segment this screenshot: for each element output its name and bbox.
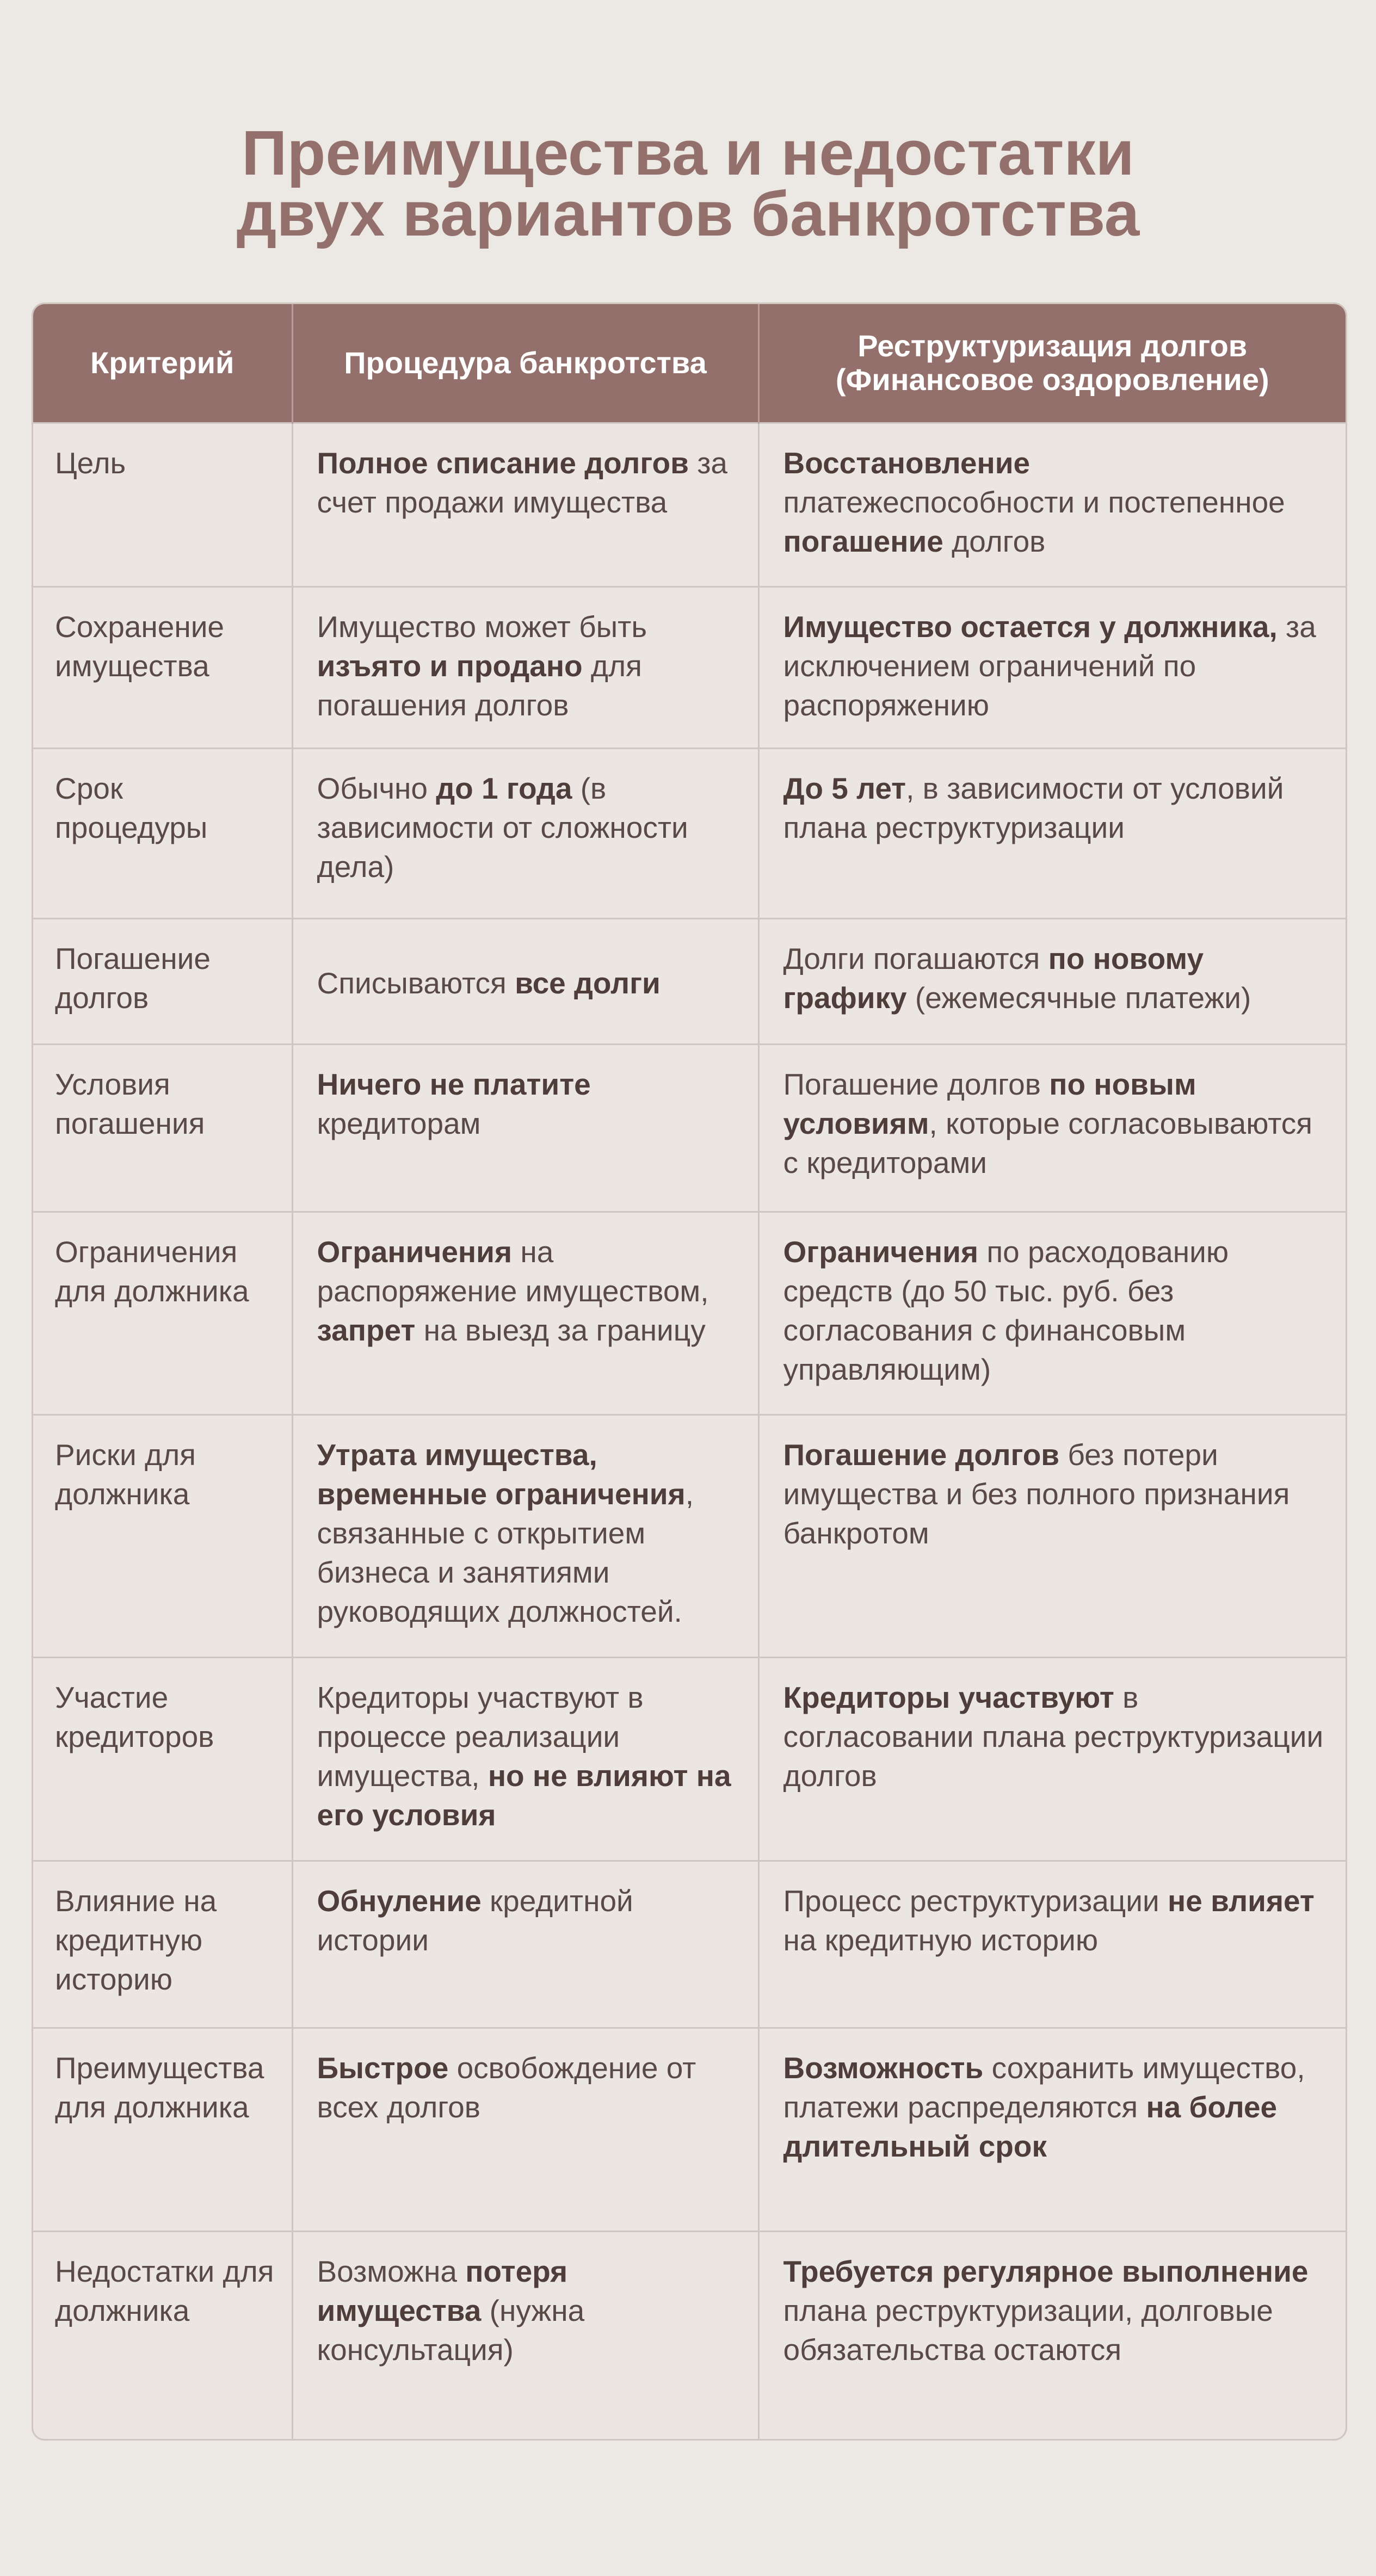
bold-text: Полное списание долгов bbox=[317, 446, 689, 480]
criterion-cell: Недостатки для должника bbox=[33, 2231, 292, 2439]
plain-text: долгов bbox=[943, 524, 1046, 558]
bold-text: на более длительный срок bbox=[783, 2090, 1278, 2164]
plain-text: , в зависимости от условий плана реструктуризации bbox=[783, 771, 1284, 845]
bankruptcy-cell bbox=[292, 749, 758, 919]
table-row bbox=[33, 1861, 1346, 2028]
plain-text: кредиторам bbox=[317, 1107, 481, 1141]
restructuring-cell bbox=[758, 919, 1346, 1045]
restructuring-cell bbox=[758, 1658, 1346, 1861]
criterion-cell: Влияние на кредитную историю bbox=[33, 1861, 292, 2028]
bankruptcy-cell bbox=[292, 1212, 758, 1415]
bold-text: потеря имущества bbox=[317, 2254, 568, 2327]
criterion-cell: Риски для должника bbox=[33, 1415, 292, 1658]
page-title-line-2: двух вариантов банкротства bbox=[236, 178, 1140, 249]
plain-text: , которые согласовываются с кредиторами bbox=[783, 1107, 1313, 1180]
plain-text: за счет продажи имущества bbox=[317, 446, 728, 519]
bold-text: Возможность bbox=[783, 2051, 984, 2085]
bold-text: Быстрое bbox=[317, 2051, 449, 2085]
plain-text: для погашения долгов bbox=[317, 648, 642, 722]
table-row bbox=[33, 1658, 1346, 1861]
restructuring-cell bbox=[758, 749, 1346, 919]
table-row bbox=[33, 2231, 1346, 2439]
bold-text: по новому графику bbox=[783, 942, 1204, 1015]
plain-text: без потери имущества и без полного признания банкротом bbox=[783, 1438, 1290, 1550]
restructuring-cell bbox=[758, 1415, 1346, 1658]
header-bankruptcy: Процедура банкротства bbox=[292, 304, 758, 423]
criterion-cell: Участие кредиторов bbox=[33, 1658, 292, 1861]
header-criterion: Критерий bbox=[33, 304, 292, 423]
bold-text: не влияет bbox=[1168, 1883, 1315, 1918]
bankruptcy-cell bbox=[292, 1415, 758, 1658]
bold-text: запрет bbox=[317, 1313, 416, 1347]
table-row bbox=[33, 2028, 1346, 2232]
plain-text: на распоряжение имуществом, bbox=[317, 1234, 709, 1308]
plain-text: по расходованию средств (до 50 тыс. руб. без согласования с финансовым управляющим) bbox=[783, 1234, 1229, 1386]
criterion-cell: Ограничения для должника bbox=[33, 1212, 292, 1415]
bankruptcy-cell bbox=[292, 919, 758, 1045]
plain-text: (нужна консультация) bbox=[317, 2293, 585, 2367]
criterion-cell: Сохранение имущества bbox=[33, 586, 292, 748]
bold-text: Требуется регулярное выполнение bbox=[783, 2254, 1309, 2288]
bankruptcy-cell bbox=[292, 1045, 758, 1212]
plain-text: Погашение долгов bbox=[783, 1067, 1050, 1102]
plain-text: на кредитную историю bbox=[783, 1923, 1099, 1957]
page-title bbox=[0, 118, 1376, 249]
bold-text: Восстановление bbox=[783, 446, 1031, 480]
bankruptcy-cell bbox=[292, 423, 758, 586]
bold-text: Ограничения bbox=[783, 1234, 979, 1269]
plain-text: Долги погашаются bbox=[783, 942, 1048, 976]
bold-text: до 1 года bbox=[436, 771, 572, 806]
bankruptcy-cell bbox=[292, 1658, 758, 1861]
criterion-cell: Погашение долгов bbox=[33, 919, 292, 1045]
bold-text: Имущество остается у должника, bbox=[783, 609, 1278, 644]
plain-text: , связанные с открытием бизнеса и занятиями руководящих должностей. bbox=[317, 1477, 694, 1629]
table-row bbox=[33, 919, 1346, 1045]
bankruptcy-cell bbox=[292, 2231, 758, 2439]
table-header-row bbox=[33, 304, 1346, 423]
bankruptcy-cell bbox=[292, 1861, 758, 2028]
table-row bbox=[33, 1415, 1346, 1658]
bold-text: по новым условиям bbox=[783, 1067, 1196, 1141]
bold-text: Кредиторы участвуют bbox=[783, 1681, 1114, 1715]
restructuring-cell bbox=[758, 423, 1346, 586]
table-row bbox=[33, 586, 1346, 748]
bold-text: До 5 лет bbox=[783, 771, 906, 806]
table-row bbox=[33, 423, 1346, 586]
plain-text: сохранить имущество, платежи распределяются bbox=[783, 2051, 1305, 2124]
plain-text: Возможна bbox=[317, 2254, 466, 2288]
bankruptcy-cell bbox=[292, 586, 758, 748]
bold-text: Утрата имущества, временные ограничения bbox=[317, 1438, 686, 1511]
header-restructuring: Реструктуризация долгов (Финансовое оздоровление) bbox=[758, 304, 1346, 423]
plain-text: Обычно bbox=[317, 771, 436, 806]
plain-text: Имущество может быть bbox=[317, 609, 647, 644]
criterion-cell: Цель bbox=[33, 423, 292, 586]
table-row bbox=[33, 1045, 1346, 1212]
plain-text: плана реструктуризации, долговые обязательства остаются bbox=[783, 2293, 1273, 2367]
bold-text: погашение bbox=[783, 524, 943, 558]
restructuring-cell bbox=[758, 1212, 1346, 1415]
restructuring-cell bbox=[758, 2028, 1346, 2232]
plain-text: (ежемесячные платежи) bbox=[906, 981, 1251, 1015]
plain-text: Кредиторы участвуют в процессе реализации имущества, bbox=[317, 1681, 644, 1793]
plain-text: Списываются bbox=[317, 966, 515, 1000]
restructuring-cell bbox=[758, 2231, 1346, 2439]
bold-text: все долги bbox=[515, 966, 661, 1000]
criterion-cell: Условия погашения bbox=[33, 1045, 292, 1212]
restructuring-cell bbox=[758, 586, 1346, 748]
comparison-table bbox=[32, 302, 1347, 2441]
bold-text: Погашение долгов bbox=[783, 1438, 1060, 1472]
bold-text: но не влияют на его условия bbox=[317, 1759, 731, 1832]
bold-text: Ничего не платите bbox=[317, 1067, 591, 1102]
table-body bbox=[33, 423, 1346, 2439]
bold-text: изъято и продано bbox=[317, 648, 583, 683]
bold-text: Обнуление bbox=[317, 1883, 482, 1918]
plain-text: на выезд за границу bbox=[415, 1313, 706, 1347]
criterion-cell: Преимущества для должника bbox=[33, 2028, 292, 2232]
plain-text: (в зависимости от сложности дела) bbox=[317, 771, 688, 884]
plain-text: платежеспособности и постепенное bbox=[783, 485, 1285, 519]
restructuring-cell bbox=[758, 1045, 1346, 1212]
table-row bbox=[33, 749, 1346, 919]
restructuring-cell bbox=[758, 1861, 1346, 2028]
plain-text: кредитной истории bbox=[317, 1883, 633, 1957]
plain-text: в согласовании плана реструктуризации долгов bbox=[783, 1681, 1324, 1793]
bankruptcy-cell bbox=[292, 2028, 758, 2232]
table-row bbox=[33, 1212, 1346, 1415]
plain-text: освобождение от всех долгов bbox=[317, 2051, 696, 2124]
page-title-line-1: Преимущества и недостатки bbox=[242, 118, 1134, 188]
plain-text: Процесс реструктуризации bbox=[783, 1883, 1168, 1918]
bold-text: Ограничения bbox=[317, 1234, 513, 1269]
criterion-cell: Срок процедуры bbox=[33, 749, 292, 919]
plain-text: за исключением ограничений по распоряжению bbox=[783, 609, 1316, 722]
